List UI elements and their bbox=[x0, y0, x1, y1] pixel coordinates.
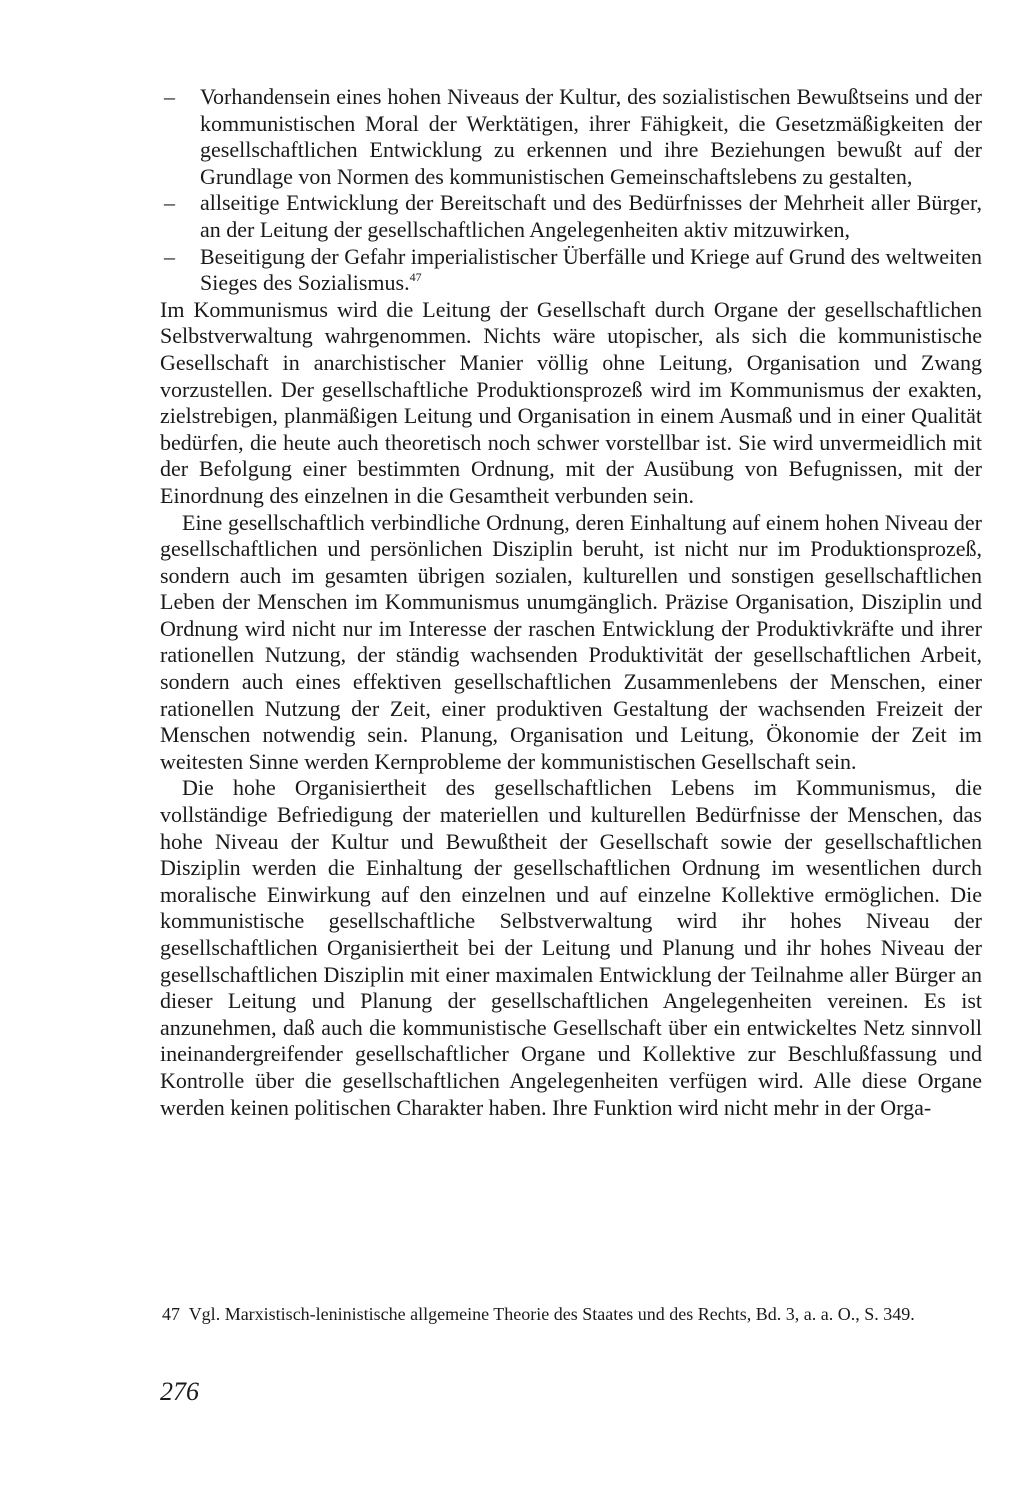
bullet-item bbox=[160, 190, 982, 243]
bullet-text: allseitige Entwicklung der Bereitschaft und des Bedürfnisses der Mehrheit aller Bürger, an der Leitung der gesellschaftlichen Angelegenheiten aktiv mitzuwirken, bbox=[200, 190, 982, 242]
footnote bbox=[162, 1302, 978, 1326]
dash-marker: – bbox=[164, 243, 175, 269]
dash-marker: – bbox=[164, 84, 175, 109]
page-body bbox=[160, 84, 982, 1121]
bullet-text: Beseitigung der Gefahr imperialistischer Überfälle und Kriege auf Grund des weltweiten Sieges des Sozialismus. bbox=[200, 243, 982, 296]
body-paragraph: Im Kommunismus wird die Leitung der Gesellschaft durch Organe der gesellschaftlichen Selbstverwaltung wahrgenommen. Nichts wäre utopischer, als sich die kommunistische Gesellschaft in anarchistischer Manier völlig ohne Leitung, Organisation und Zwang vorzustellen. Der gesellschaftliche Produktionsprozeß wird im Kommunismus der exakten, zielstrebigen, planmäßigen Leitung und Organisation in einem Ausmaß und in einer Qualität bedürfen, die heute auch theoretisch noch schwer vorstellbar ist. Sie wird unvermeidlich mit der Befolgung einer bestimmten Ordnung, mit der Ausübung von Befugnissen, mit der Einordnung des einzelnen in die Gesamtheit verbunden sein. bbox=[160, 296, 982, 508]
footnote-text: Vgl. Marxistisch-leninistische allgemeine Theorie des Staates und des Rechts, Bd. 3, a. a. O., S. 349. bbox=[188, 1304, 915, 1324]
footnote-number: 47 bbox=[162, 1304, 180, 1324]
bullet-list bbox=[160, 84, 982, 297]
page-number: 276 bbox=[160, 1377, 199, 1406]
bullet-text: Vorhandensein eines hohen Niveaus der Kultur, des sozialistischen Bewußtseins und der kommunistischen Moral der Werktätigen, ihrer Fähigkeit, die Gesetzmäßigkeiten der gesellschaftlichen Entwicklung zu erkennen und ihre Beziehungen bewußt auf der Grundlage von Normen des kommunistischen Gemeinschaftslebens zu gestalten, bbox=[200, 84, 982, 189]
dash-marker: – bbox=[164, 190, 175, 216]
body-paragraph: Eine gesellschaftlich verbindliche Ordnung, deren Einhaltung auf einem hohen Niveau der gesellschaftlichen und persönlichen Disziplin beruht, ist nicht nur im Produktionsprozeß, sondern auch im gesamten übrigen sozialen, kulturellen und sonstigen gesellschaftlichen Leben der Menschen im Kommunismus unumgänglich. Präzise Organisation, Disziplin und Ordnung wird nicht nur im Interesse der raschen Entwicklung der Produktivkräfte und ihrer rationellen Nutzung, der ständig wachsenden Produktivität der gesellschaftlichen Arbeit, sondern auch eines effektiven gesellschaftlichen Zusammenlebens der Menschen, einer rationellen Nutzung der Zeit, einer produktiven Gestaltung der wachsenden Freizeit der Menschen notwendig sein. Planung, Organisation und Leitung, Ökonomie der Zeit im weitesten Sinne werden Kernprobleme der kommunistischen Gesellschaft sein. bbox=[160, 509, 982, 774]
footnote-reference[interactable]: 47 bbox=[409, 270, 422, 285]
body-paragraph: Die hohe Organisiertheit des gesellschaftlichen Lebens im Kommunismus, die vollständige Befriedigung der materiellen und kulturellen Bedürfnisse der Menschen, das hohe Niveau der Kultur und Bewußtheit der Gesellschaft sowie der gesellschaftlichen Disziplin werden die Einhaltung der gesellschaftlichen Ordnung im wesentlichen durch moralische Einwirkung auf den einzelnen und auf einzelne Kollektive ermöglichen. Die kommunistische gesellschaftliche Selbstverwaltung wird ihr hohes Niveau der gesellschaftlichen Organisiertheit bei der Leitung und Planung und ihr hohes Niveau der gesellschaftlichen Disziplin mit einer maximalen Entwicklung der Teilnahme aller Bürger an dieser Leitung und Planung der gesellschaftlichen Angelegenheiten vereinen. Es ist anzunehmen, daß auch die kommunistische Gesellschaft über ein entwickeltes Netz sinnvoll ineinandergreifender gesellschaftlicher Organe und Kollektive zur Beschlußfassung und Kontrolle über die gesellschaftlichen Angelegenheiten verfügen wird. Alle diese Organe werden keinen politischen Charakter haben. Ihre Funktion wird nicht mehr in der Orga- bbox=[160, 775, 982, 1120]
bullet-item bbox=[160, 84, 982, 190]
bullet-item bbox=[160, 244, 982, 297]
